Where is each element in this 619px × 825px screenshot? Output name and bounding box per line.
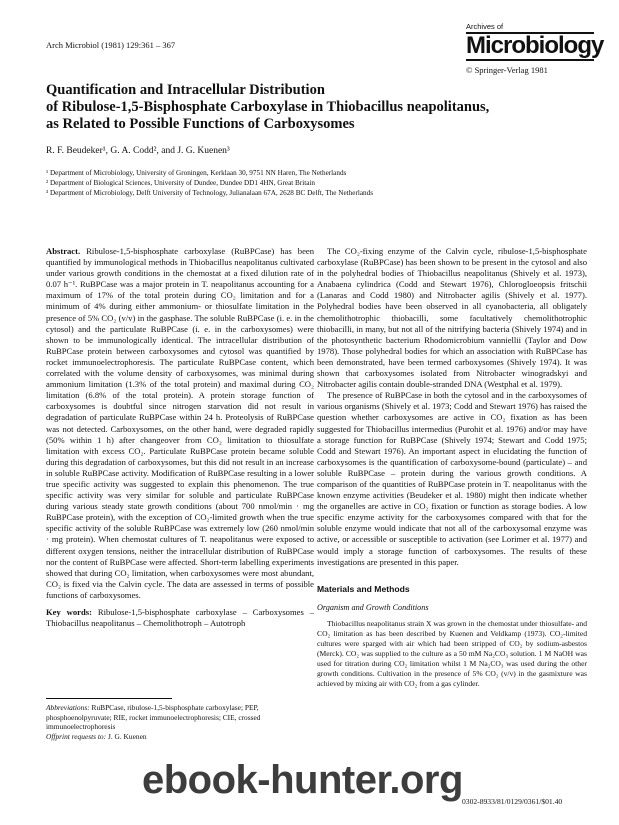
paper-title: [46, 82, 586, 133]
affiliation-2: ² Department of Biological Sciences, University of Dundee, Dundee DD1 4HN, Great Britain: [46, 179, 316, 187]
affiliation-1: ¹ Department of Microbiology, University of Groningen, Kerklaan 30, 9751 NN Haren, The Netherlands: [46, 169, 347, 177]
methods-paragraph-1: Thiobacillus neapolitanus strain X was grown in the chemostat under thiosulfate- and CO₂ limitation as has been described by Kuenen and Veldkamp (1973). CO₂-limited cultures were sparged with air which had been stripped of CO₂ by sodium-asbestos (Merck). CO₂ was supplied to the culture as a 50 mM Na₂CO₃ solution. 1 M NaOH was used for titration during CO₂ limitation whilst 1 M Na₂CO₃ was used during the other growth conditions. Cultivation in the presence of 5% CO₂ (v/v) in the gasmixture was achieved by mixing air with CO₂ from a gas cylinder.: [317, 618, 587, 688]
abstract-label: Abstract.: [46, 246, 81, 256]
journal-masthead: [466, 22, 604, 75]
keywords-label: Key words:: [46, 607, 92, 617]
affiliation-3: ³ Department of Microbiology, Delft University of Technology, Julianalaan 67A, 2628 BC Delft, The Netherlands: [46, 189, 374, 197]
section-heading: Materials and Methods: [317, 583, 410, 594]
abstract-text: Ribulose-1,5-bisphosphate carboxylase (RuBPCase) has been quantified by immunological methods in Thiobacillus neapolitanus cultivated under various growth conditions in the chemostat at a fixed dilution rate of 0.07 h⁻¹. RuBPCase was a major protein in T. neapolitanus accounting for a maximum of 17% of the total protein during CO₂ limitation and for a minimum of 4% during either ammonium- or thiosulfate limitation in the presence of 5% CO₂ (v/v) in the gasphase. The soluble RuBPCase (i. e. in the cytosol) and the particulate RuBPCase (i. e. in the carboxysomes) were shown to be immunologically identical. The intracellular distribution of RuBPCase protein between carboxysomes and cytosol was quantified by rocket immunoelectrophoresis. The particulate RuBPCase content, which correlated with the volume density of carboxysomes, was minimal during ammonium limitation (1.3% of the total protein) and maximal during CO₂ limitation (6.8% of the total protein). A protein storage function of carboxysomes is doubtful since nitrogen starvation did not result in degradation of particulate RuBPCase within 24 h. Proteolysis of RuBPCase was not detected. Carboxysomes, on the other hand, were degraded rapidly (50% within 1 h) after changeover from CO₂ limitation to thiosulfate limitation with excess CO₂. Particulate RuBPCase protein became soluble during this degradation of carboxysomes, but this did not result in an increase in soluble RuBPCase activity. Modification of RuBPCase resulting in a lower true specific activity was suggested to explain this phenomenon. The true specific activity was very similar for soluble and particulate RuBPCase during various steady state growth conditions (about 700 nmol/min · mg RuBPCase protein), with the exception of CO₂-limited growth when the true specific activity of the soluble RuBPCase was extremely low (260 nmol/min · mg protein). When chemostat cultures of T. neapolitanus were exposed to different oxygen tensions, neither the intracellular distribution of RuBPCase nor the content of RuBPCase were affected. Short-term labelling experiments showed that during CO₂ limitation, when carboxysomes were most abundant, CO₂ is fixed via the Calvin cycle. The data are assessed in terms of possible functions of carboxysomes.: [46, 246, 314, 600]
abstract-paragraph: [46, 246, 314, 601]
subsection-heading: Organism and Growth Conditions: [317, 602, 429, 612]
abbreviations-label: Abbreviations:: [46, 703, 90, 712]
watermark-text: ebook-hunter.org: [142, 758, 463, 802]
offprint-label: Offprint requests to:: [46, 731, 107, 741]
title-line-3: as Related to Possible Functions of Carboxysomes: [46, 116, 355, 132]
affiliations: [46, 168, 586, 198]
right-column: [317, 246, 587, 689]
offprint-text: J. G. Kuenen: [107, 731, 147, 741]
intro-paragraph-2: The presence of RuBPCase in both the cytosol and in the carboxysomes of various organisms (Shively et al. 1973; Codd and Stewart 1976) has raised the question whether carboxysomes are active in CO₂ fixation as has been suggested for Thiobacillus intermedius (Purohit et al. 1976) and/or may have a storage function for RuBPCase (Shively 1974; Stewart and Codd 1975; Codd and Stewart 1976). An important aspect in elucidating the function of carboxysomes is the quantification of carboxysome-bound (particulate) – and soluble RuBPCase – protein during the various growth conditions. A comparison of the quantities of RuBPCase protein in T. neapolitanus with the known enzyme activities (Beudeker et al. 1980) might then indicate whether the organelles are active in CO₂ fixation or function as storage bodies. A low specific enzyme activity for the carboxysomes compared with that for the soluble enzyme would indicate that not all of the carboxysomal enzyme was active, or accessible or susceptible to activation (see Lorimer et al. 1977) and would imply a storage function of carboxysomes. The results of these investigations are presented in this paper.: [317, 390, 587, 567]
journal-citation: Arch Microbiol (1981) 129:361 – 367: [46, 40, 176, 50]
journal-prefix: Archives of: [466, 22, 504, 31]
author-list: R. F. Beudeker¹, G. A. Codd², and J. G. Kuenen³: [46, 146, 230, 156]
abbreviations-footnote: [46, 703, 314, 732]
copyright-notice: © Springer-Verlag 1981: [466, 65, 548, 75]
footnote-divider: [46, 698, 172, 699]
left-column: [46, 246, 314, 629]
offprint-footnote: [46, 732, 314, 742]
keywords-text: Ribulose-1,5-bisphosphate carboxylase – Carboxysomes – Thiobacillus neapolitanus – Chemolithotroph – Autotroph: [46, 607, 315, 629]
title-line-2: of Ribulose-1,5-Bisphosphate Carboxylase in Thiobacillus neapolitanus,: [46, 99, 490, 115]
title-line-1: Quantification and Intracellular Distribution: [46, 82, 325, 98]
footnotes: [46, 703, 314, 741]
abbreviations-text: RuBPCase, ribulose-1,5-bisphosphate carboxylase; PEP, phosphoenolpyruvate; RIE, rocket immunoelectrophoresis; CIE, crossed immunoelectrophoresis: [46, 703, 261, 732]
intro-paragraph-1: The CO₂-fixing enzyme of the Calvin cycle, ribulose-1,5-bisphosphate carboxylase (RuBPCase) has been shown to be present in the cytosol and also in the polyhedral bodies of Thiobacillus neapolitanus (Shively et al. 1973), Anabaena cylindrica (Codd and Stewart 1976), Chlorogloeopsis fritschii (Lanaras and Codd 1980) and Nitrobacter agilis (Shively et al. 1977). Polyhedral bodies have been observed in all cyanobacteria, all obligately chemolithotrophic thiobacilli, some facultatively chemolithotrophic thiobacilli, in many, but not all of the nitrifying bacteria (Shively 1974) and in the photosynthetic bacterium Rhodomicrobium vanniellii (Taylor and Dow 1978). Those polyhedral bodies for which an association with RuBPCase has been demonstrated, have been termed carboxysomes (Shively 1974). It was shown that carboxysomes isolated from Nitrobacter winogradskyi and Nitrobacter agilis contain double-stranded DNA (Westphal et al. 1979).: [317, 246, 587, 390]
document-code: 0302-8933/81/0129/0361/$01.40: [462, 797, 563, 806]
keywords-paragraph: [46, 607, 314, 629]
journal-logo: Microbiology: [466, 32, 604, 59]
